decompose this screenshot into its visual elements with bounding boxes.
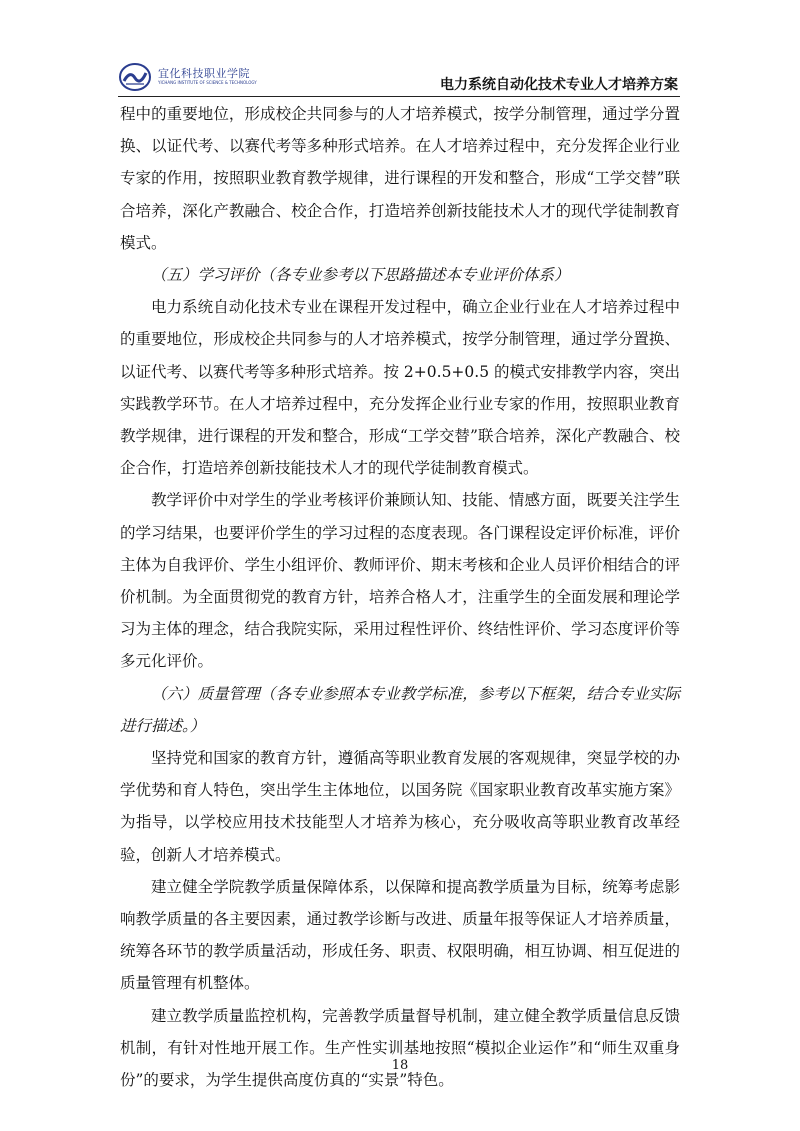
page-header (118, 62, 680, 97)
school-subtitle: YICHANG INSTITUTE OF SCIENCE & TECHNOLOGY (158, 80, 257, 85)
paragraph: 坚持党和国家的教育方针，遵循高等职业教育发展的客观规律，突显学校的办学优势和育人特色，突出学生主体地位，以国务院《国家职业教育改革实施方案》为指导，以学校应用技术技能型人才培养为核心，充分吸收高等职业教育改革经验，创新人才培养模式。 (120, 749, 680, 864)
school-logo-icon (118, 62, 152, 92)
page-body (120, 98, 680, 1096)
paragraph: 电力系统自动化技术专业在课程开发过程中，确立企业行业在人才培养过程中的重要地位，形成校企共同参与的人才培养模式，按学分制管理，通过学分置换、以证代考、以赛代考等多种形式培养。按 2+0.5+0.5 的模式安排教学内容，突出实践教学环节。在人才培养过程中，充分发挥企业行业专家的作用，按照职业教育教学规律，进行课程的开发和整合，形成“工学交替”联合培养，深化产教融合、校企合作，打造培养创新技能技术人才的现代学徒制教育模式。 (120, 298, 680, 478)
paragraph: 建立教学质量监控机构，完善教学质量督导机制，建立健全教学质量信息反馈机制，有针对性地开展工作。生产性实训基地按照“模拟企业运作”和“师生双重身份”的要求，为学生提供高度仿真的“实景”特色。 (120, 1006, 680, 1090)
paragraph-continued: 程中的重要地位，形成校企共同参与的人才培养模式，按学分制管理，通过学分置换、以证代考、以赛代考等多种形式培养。在人才培养过程中，充分发挥企业行业专家的作用，按照职业教育教学规律，进行课程的开发和整合，形成“工学交替”联合培养，深化产教融合、校企合作，打造培养创新技能技术人才的现代学徒制教育模式。 (120, 105, 680, 252)
page-number: 18 (391, 1058, 409, 1073)
document-title: 电力系统自动化技术专业人才培养方案 (440, 77, 678, 93)
section-heading-learning-evaluation: （五）学习评价（各专业参考以下思路描述本专业评价体系） (151, 266, 570, 285)
section-heading-quality-management: （六）质量管理（各专业参照本专业教学标准，参考以下框架，结合专业实际进行描述。） (120, 684, 680, 735)
school-name: 宜化科技职业学院 (158, 67, 250, 80)
paragraph: 教学评价中对学生的学业考核评价兼顾认知、技能、情感方面，既要关注学生的学习结果，也要评价学生的学习过程的态度表现。各门课程设定评价标准，评价主体为自我评价、学生小组评价、教师评价、期末考核和企业人员评价相结合的评价机制。为全面贯彻党的教育方针，培养合格人才，注重学生的全面发展和理论学习为主体的理念，结合我院实际，采用过程性评价、终结性评价、学习态度评价等多元化评价。 (120, 491, 680, 671)
paragraph: 建立健全学院教学质量保障体系，以保障和提高教学质量为目标，统筹考虑影响教学质量的各主要因素，通过教学诊断与改进、质量年报等保证人才培养质量，统筹各环节的教学质量活动，形成任务、职责、权限明确，相互协调、相互促进的质量管理有机整体。 (120, 877, 680, 993)
